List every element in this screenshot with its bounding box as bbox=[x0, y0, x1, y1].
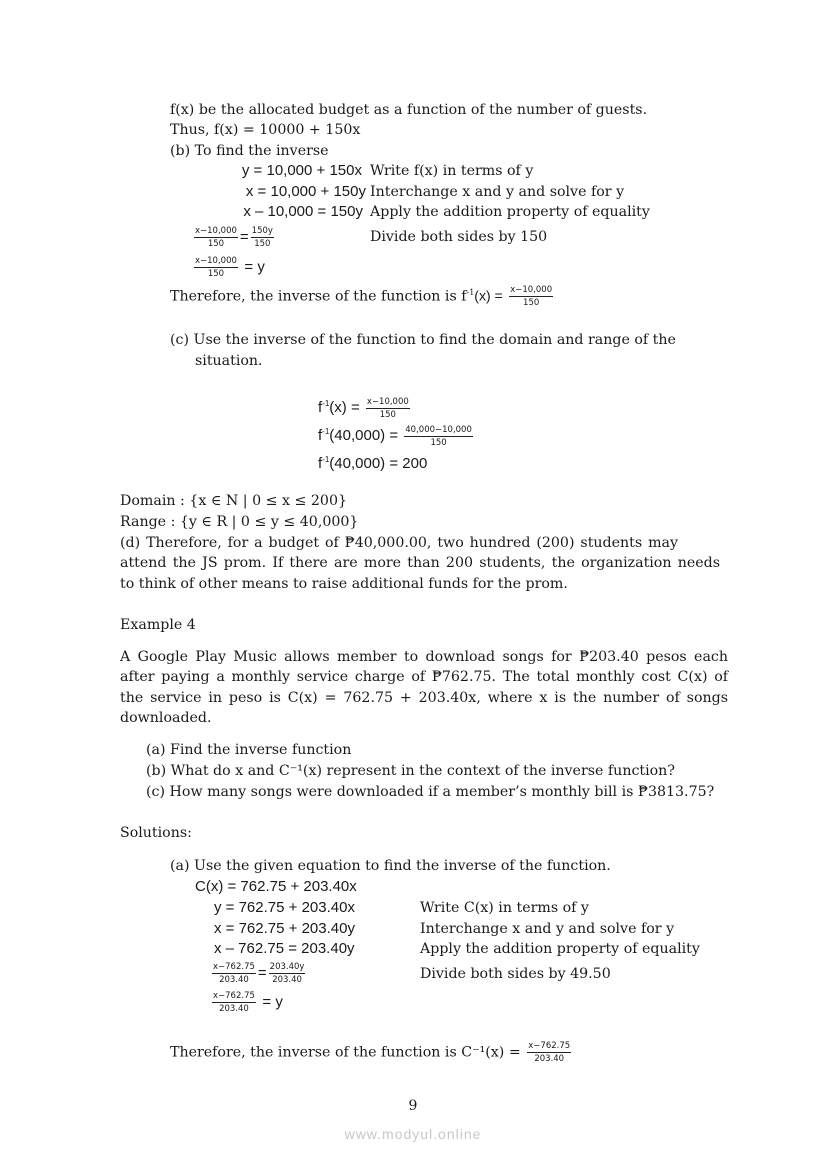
fraction-equation: $\frac{x-762.75}{203.40}$ = $\frac{203.40y}{203.40}$ bbox=[213, 962, 305, 985]
conclusion-line: Therefore, the inverse of the function is C⁻¹(x) = $\frac{x-762.75}{203.40}$ bbox=[170, 1041, 571, 1064]
step-description: Divide both sides by 49.50 bbox=[420, 966, 611, 982]
equation: $f^{-1}(40,000) = 200$ bbox=[318, 455, 428, 472]
equation: C(x) = 762.75 + 203.40x bbox=[195, 878, 357, 895]
question-item: (b) What do x and C⁻¹(x) represent in the context of the inverse function? bbox=[146, 763, 675, 779]
step-description: Apply the addition property of equality bbox=[370, 204, 650, 220]
text-line: downloaded. bbox=[120, 710, 212, 726]
step-description: Write C(x) in terms of y bbox=[420, 900, 589, 916]
equation: x – 10,000 = 150y bbox=[243, 203, 363, 220]
text-line: A Google Play Music allows member to download songs for ₱203.40 pesos each bbox=[120, 649, 728, 665]
fraction-equation: $\frac{x-10,000}{150}$ = y bbox=[195, 256, 265, 279]
solutions-heading: Solutions: bbox=[120, 825, 192, 841]
equation: x = 762.75 + 203.40y bbox=[214, 920, 355, 937]
range-line: Range : {y ∈ R | 0 ≤ y ≤ 40,000} bbox=[120, 514, 359, 530]
domain-line: Domain : {x ∈ N | 0 ≤ x ≤ 200} bbox=[120, 493, 348, 509]
equation: y = 10,000 + 150x bbox=[241, 162, 362, 179]
step-description: Apply the addition property of equality bbox=[420, 941, 700, 957]
equation: y = 762.75 + 203.40x bbox=[214, 899, 355, 916]
equation: $f^{-1}(x)$ = $\frac{x-10,000}{150}$ bbox=[318, 396, 409, 420]
example-heading: Example 4 bbox=[120, 617, 196, 633]
question-item: (c) How many songs were downloaded if a member’s monthly bill is ₱3813.75? bbox=[146, 784, 715, 800]
conclusion-line: Therefore, the inverse of the function is $f^{-1}(x)$ = $\frac{x-10,000}{150}$ bbox=[170, 285, 553, 309]
page-number: 9 bbox=[408, 1098, 418, 1114]
question-item: (a) Find the inverse function bbox=[146, 742, 352, 758]
step-description: Write f(x) in terms of y bbox=[370, 163, 534, 179]
text-line: after paying a monthly service charge of ₱762.75. The total monthly cost C(x) of bbox=[120, 669, 728, 685]
fraction-equation: $\frac{x-10,000}{150}$ = $\frac{150y}{150}$ bbox=[195, 226, 273, 249]
text-line: (b) To find the inverse bbox=[170, 143, 329, 159]
text-line: to think of other means to raise additional funds for the prom. bbox=[120, 576, 568, 592]
step-description: Interchange x and y and solve for y bbox=[420, 921, 675, 937]
watermark: www.modyul.online bbox=[344, 1126, 482, 1142]
step-description: Divide both sides by 150 bbox=[370, 229, 548, 245]
text-line: f(x) be the allocated budget as a function of the number of guests. bbox=[170, 102, 648, 118]
step-description: Interchange x and y and solve for y bbox=[370, 184, 625, 200]
fraction-equation: $\frac{x-762.75}{203.40}$ = y bbox=[213, 991, 283, 1014]
equation: x – 762.75 = 203.40y bbox=[214, 940, 355, 957]
text-line: Thus, f(x) = 10000 + 150x bbox=[170, 122, 361, 138]
text-line: situation. bbox=[195, 353, 263, 369]
equation: x = 10,000 + 150y bbox=[245, 183, 366, 200]
text-line: (c) Use the inverse of the function to find the domain and range of the bbox=[170, 332, 676, 348]
text-line: attend the JS prom. If there are more than 200 students, the organization needs bbox=[120, 555, 720, 571]
equation: $f^{-1}(40,000)$ = $\frac{40,000-10,000}{150}$ bbox=[318, 424, 472, 448]
text-line: (a) Use the given equation to find the inverse of the function. bbox=[170, 858, 611, 874]
text-line: (d) Therefore, for a budget of ₱40,000.00, two hundred (200) students may bbox=[120, 535, 678, 551]
text-line: the service in peso is C(x) = 762.75 + 203.40x, where x is the number of songs bbox=[120, 690, 728, 706]
